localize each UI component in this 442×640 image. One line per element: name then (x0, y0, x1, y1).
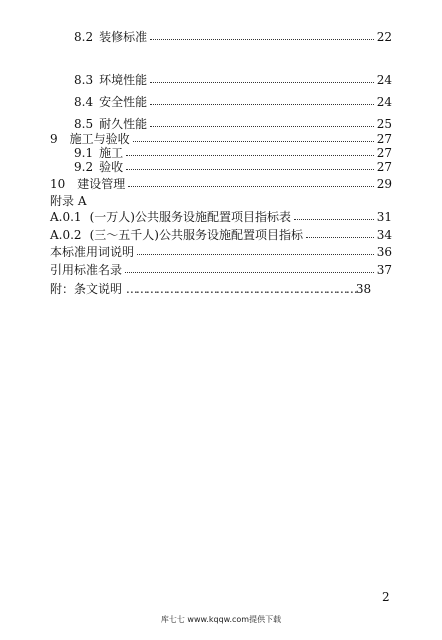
toc-entry-title: 施工与验收 (69, 132, 130, 146)
toc-entry-number: 8.5 (74, 117, 94, 131)
toc-entry-title: 附：条文说明 (50, 282, 123, 296)
toc-entry-title: 验收 (99, 160, 124, 174)
toc-leader-dots (133, 140, 374, 142)
toc-leader-dots (125, 271, 374, 273)
toc-entry-9-2[interactable] (74, 158, 392, 174)
toc-entry-number: A.0.2 (50, 228, 82, 242)
toc-entry-title: (三～五千人)公共服务设施配置项目指标 (89, 228, 303, 242)
toc-entry-page: 22 (376, 30, 392, 44)
toc-entry-title: 装修标准 (99, 30, 148, 44)
toc-entry-page: 29 (376, 177, 392, 191)
toc-entry-terminology[interactable] (50, 243, 392, 259)
toc-entry-title: 安全性能 (99, 95, 148, 109)
toc-entry-title: 耐久性能 (99, 117, 148, 131)
toc-entry-page: 27 (376, 146, 392, 160)
download-footer: 库七七 www.kqqw.com提供下载 (160, 615, 282, 624)
toc-appendix-heading[interactable] (50, 194, 86, 208)
toc-leader-dots (128, 185, 373, 187)
toc-entry-a-0-1[interactable] (50, 208, 392, 224)
toc-entry-number: A.0.1 (50, 210, 82, 224)
toc-entry-number: 9.1 (74, 146, 94, 160)
toc-entry-references[interactable] (50, 261, 392, 277)
toc-entry-page: 36 (376, 245, 392, 259)
toc-entry-8-4[interactable] (74, 93, 392, 109)
toc-leader-dots (150, 81, 374, 83)
toc-entry-number: 10 (50, 177, 66, 191)
toc-leader-dots (306, 236, 374, 238)
toc-leader-dots (294, 218, 374, 220)
toc-leader-dots (150, 103, 374, 105)
toc-entry-8-5[interactable] (74, 115, 392, 131)
toc-entry-number: 9 (50, 132, 58, 146)
toc-entry-page: 37 (376, 263, 392, 277)
toc-entry-page: 27 (376, 160, 392, 174)
toc-entry-title: 引用标准名录 (50, 263, 123, 277)
toc-entry-10[interactable] (50, 175, 392, 191)
toc-entry-8-2[interactable] (74, 28, 392, 44)
toc-entry-page: 25 (376, 117, 392, 131)
toc-entry-title: 施工 (99, 146, 124, 160)
toc-entry-8-3[interactable] (74, 71, 392, 87)
toc-entry-number: 8.2 (74, 30, 94, 44)
toc-entry-title: 本标准用词说明 (50, 245, 135, 259)
toc-entry-title: 附录 A (50, 194, 87, 208)
toc-entry-page: 38 (355, 282, 372, 296)
toc-entry-page: 31 (376, 210, 392, 224)
toc-entry-number: 8.3 (74, 73, 94, 87)
toc-leader-dots (126, 154, 374, 156)
toc-entry-page: 24 (376, 73, 392, 87)
toc-entry-title: 环境性能 (99, 73, 148, 87)
toc-leader-dots (126, 168, 374, 170)
toc-leader-dots (150, 125, 374, 127)
page-number: 2 (382, 590, 390, 604)
toc-entry-explanation[interactable] (50, 282, 371, 296)
toc-entry-page: 34 (376, 228, 392, 242)
toc-entry-a-0-2[interactable] (50, 226, 392, 242)
toc-leader-dots (150, 38, 374, 40)
toc-entry-number: 9.2 (74, 160, 94, 174)
toc-entry-number: 8.4 (74, 95, 94, 109)
toc-entry-page: 24 (376, 95, 392, 109)
toc-entry-page: 27 (376, 132, 392, 146)
toc-entry-title: 建设管理 (77, 177, 126, 191)
toc-leader-dots (137, 253, 374, 255)
toc-leader-text: …………………………………………………………… (125, 282, 356, 296)
toc-entry-title: (一万人)公共服务设施配置项目指标表 (89, 210, 291, 224)
